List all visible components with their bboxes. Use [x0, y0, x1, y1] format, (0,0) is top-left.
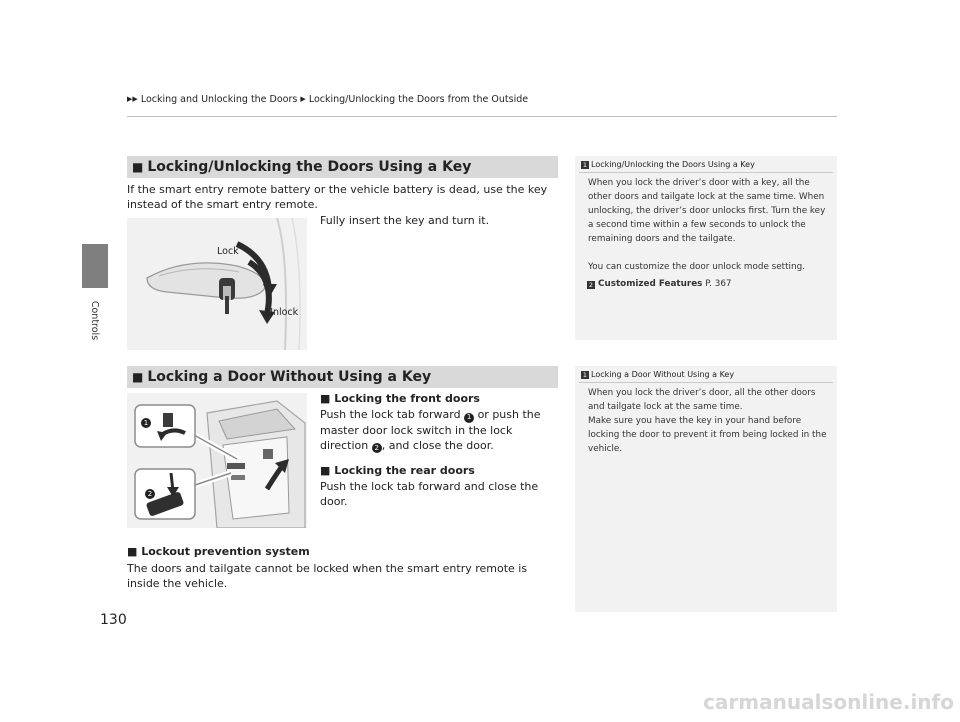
- door-handle-drawing: [127, 218, 307, 350]
- section-heading-no-key: [127, 366, 558, 388]
- note-divider: [579, 172, 833, 173]
- note-title: [581, 160, 837, 169]
- chapter-tab-marker: [82, 244, 108, 288]
- lockout-text: The doors and tailgate cannot be locked when the smart entry remote is inside the vehicle.: [127, 562, 528, 590]
- page-number: 130: [100, 612, 127, 628]
- note-reference-icon: 1: [582, 370, 588, 379]
- section-heading-text: Locking a Door Without Using a Key: [147, 369, 432, 385]
- note-title-text: Locking/Unlocking the Doors Using a Key: [591, 160, 755, 169]
- note-reference-icon: 1: [582, 160, 588, 169]
- door-lock-drawing: [127, 393, 307, 528]
- callout-badge-2: [145, 480, 155, 499]
- section-heading-text: Locking/Unlocking the Doors Using a Key: [147, 159, 472, 175]
- section-square-icon: ■: [132, 370, 144, 384]
- callout-number: 2: [145, 489, 155, 499]
- intro-text: If the smart entry remote battery or the vehicle battery is dead, use the key instead of the smart entry remote.: [127, 183, 548, 211]
- note-title-text: Locking a Door Without Using a Key: [591, 370, 735, 379]
- front-doors-text: [320, 407, 558, 453]
- breadcrumb-arrow-icon: ▶▶: [127, 95, 138, 103]
- cross-reference-icon: 2: [588, 281, 594, 289]
- note-paragraph: When you lock the driver’s door with a key, all the other doors and tailgate lock at the same time. When unlocking, the driver’s door unlocks first. Turn the key a second time within a few seconds to unlock the remaining doors and the tailgate.: [588, 178, 826, 244]
- callout-number: 1: [464, 413, 474, 423]
- rear-doors-text: Push the lock tab forward and close the door.: [320, 480, 539, 508]
- watermark-text: carmanualsonline.info: [703, 690, 954, 714]
- chapter-tab-label: Controls: [89, 300, 101, 340]
- front-doors-text-b: or push the master door lock switch in the lock direction: [320, 408, 541, 452]
- unlock-label: Unlock: [266, 307, 299, 318]
- breadcrumb-parent[interactable]: Locking and Unlocking the Doors: [140, 94, 298, 105]
- cross-reference-link[interactable]: [587, 277, 827, 291]
- breadcrumb-current: Locking/Unlocking the Doors from the Outside: [308, 94, 529, 105]
- note-divider: [579, 382, 833, 383]
- front-doors-heading-text: Locking the front doors: [334, 392, 480, 405]
- lockout-heading: ■ Lockout prevention system: [127, 545, 310, 558]
- watermark: [0, 690, 960, 714]
- rear-doors-heading: ■ Locking the rear doors: [320, 464, 475, 477]
- front-doors-text-c: , and close the door.: [381, 438, 494, 452]
- lock-label: Lock: [217, 246, 239, 257]
- header-rule: [127, 116, 837, 117]
- breadcrumb-arrow-icon: ▶: [300, 95, 306, 103]
- front-doors-heading: ■ Locking the front doors: [320, 392, 480, 405]
- callout-number: 2: [372, 443, 382, 453]
- cross-reference-label: Customized Features: [598, 279, 703, 289]
- door-handle-illustration: [127, 218, 307, 350]
- callout-badge-1: [141, 409, 151, 428]
- note-paragraph: When you lock the driver’s door, all the other doors and tailgate lock at the same time.: [588, 388, 816, 412]
- chapter-tab[interactable]: [82, 296, 108, 344]
- note-box-key: [575, 156, 837, 340]
- section-square-icon: ■: [132, 160, 144, 174]
- section-heading-key: [127, 156, 558, 178]
- lockout-heading-text: Lockout prevention system: [141, 545, 310, 558]
- cross-reference-page: P. 367: [705, 279, 732, 289]
- note-title: [581, 370, 837, 379]
- callout-number: 1: [141, 418, 151, 428]
- note-paragraph: Make sure you have the key in your hand before locking the door to prevent it from being locked in the vehicle.: [588, 416, 827, 454]
- note-box-no-key: [575, 366, 837, 612]
- instruction-text: Fully insert the key and turn it.: [320, 214, 490, 227]
- door-lock-illustration: [127, 393, 307, 528]
- rear-doors-heading-text: Locking the rear doors: [334, 464, 475, 477]
- front-doors-text-a: Push the lock tab forward: [320, 408, 461, 421]
- breadcrumb: [127, 94, 528, 105]
- note-paragraph: You can customize the door unlock mode setting.: [588, 262, 805, 272]
